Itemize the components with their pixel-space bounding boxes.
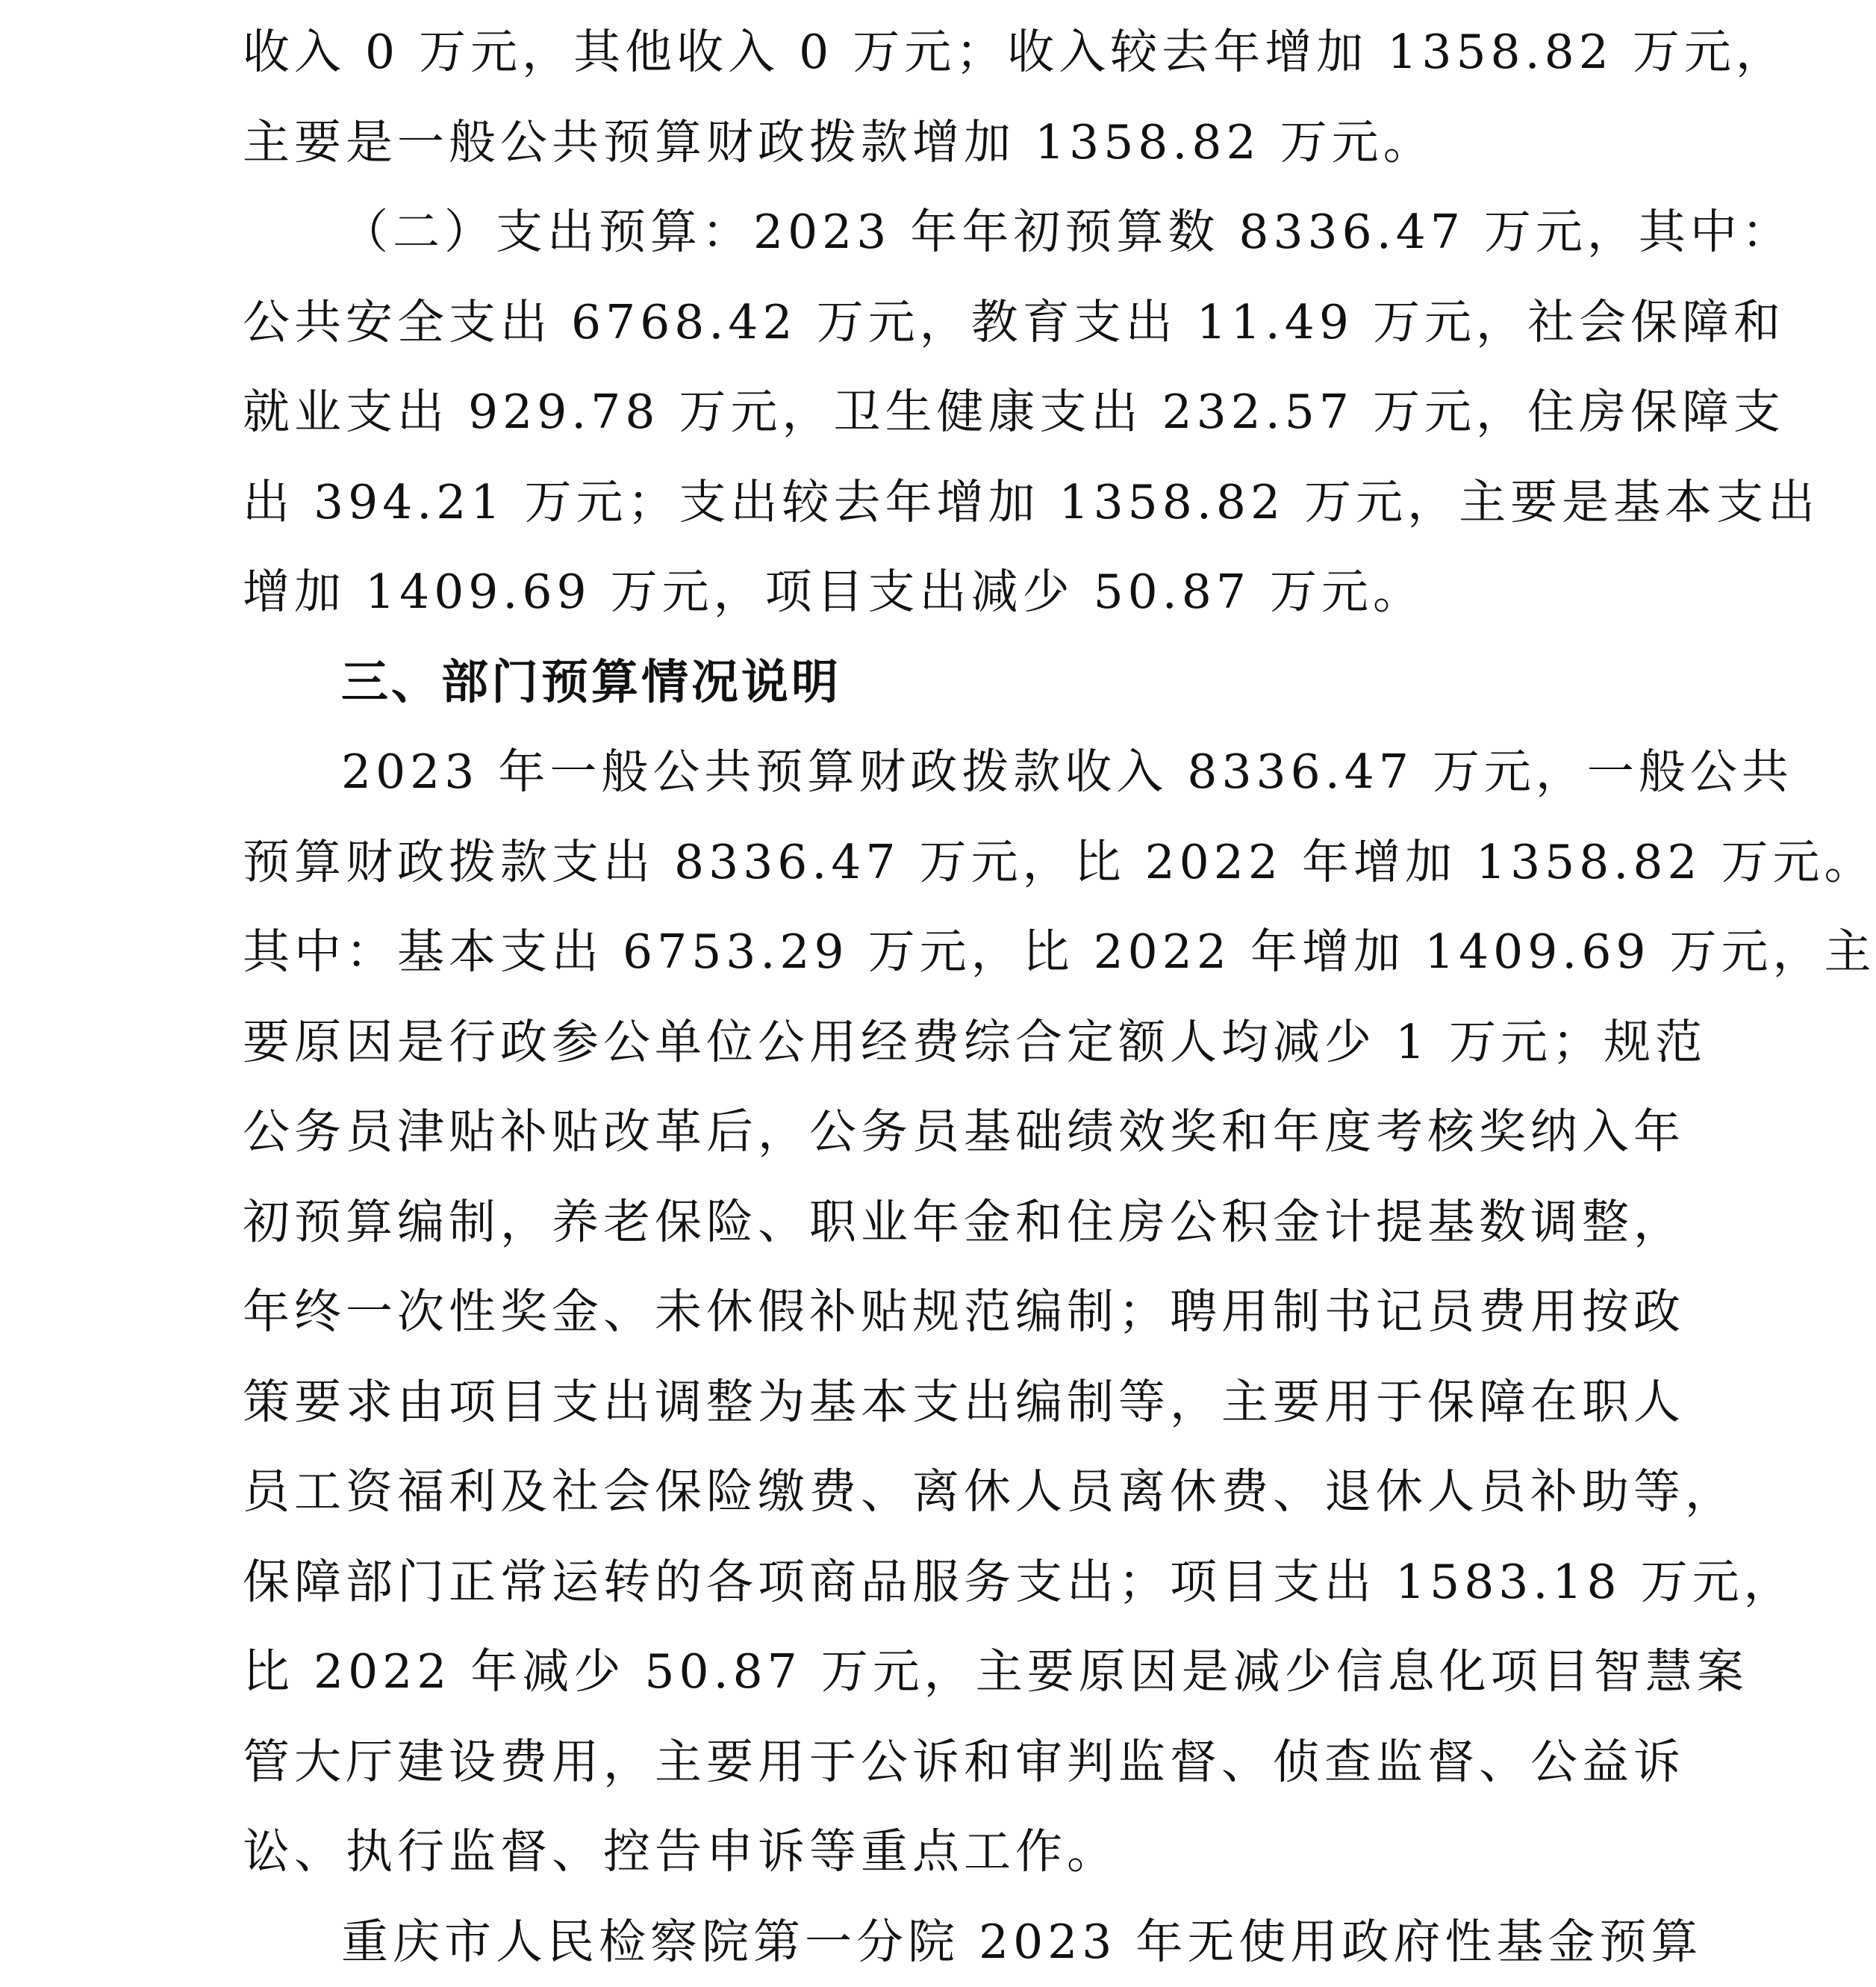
text-line: （二）支出预算：2023 年年初预算数 8336.47 万元，其中： <box>243 187 1612 278</box>
paragraph-fund-budget <box>243 1897 1612 1987</box>
text-line: 预算财政拨款支出 8336.47 万元，比 2022 年增加 1358.82 万元。 <box>243 818 1612 908</box>
text-line: 主要是一般公共预算财政拨款增加 1358.82 万元。 <box>243 98 1612 188</box>
paragraph-income-tail <box>243 7 1612 187</box>
text-line: 增加 1409.69 万元，项目支出减少 50.87 万元。 <box>243 547 1612 638</box>
text-line: 要原因是行政参公单位公用经费综合定额人均减少 1 万元；规范 <box>243 998 1612 1088</box>
text-line: 讼、执行监督、控告申诉等重点工作。 <box>243 1807 1612 1897</box>
document-page <box>243 7 1612 1987</box>
section-heading <box>243 638 1612 728</box>
text-line: 策要求由项目支出调整为基本支出编制等，主要用于保障在职人 <box>243 1358 1612 1448</box>
text-line: 比 2022 年减少 50.87 万元，主要原因是减少信息化项目智慧案 <box>243 1627 1612 1717</box>
text-line: 出 394.21 万元；支出较去年增加 1358.82 万元，主要是基本支出 <box>243 458 1612 548</box>
paragraph-section-three-body <box>243 727 1612 1897</box>
text-line: 保障部门正常运转的各项商品服务支出；项目支出 1583.18 万元， <box>243 1537 1612 1628</box>
section-three-heading: 三、部门预算情况说明 <box>243 638 1612 728</box>
text-line: 初预算编制，养老保险、职业年金和住房公积金计提基数调整， <box>243 1178 1612 1268</box>
text-line: 就业支出 929.78 万元，卫生健康支出 232.57 万元，住房保障支 <box>243 367 1612 458</box>
text-line: 其中：基本支出 6753.29 万元，比 2022 年增加 1409.69 万元，主 <box>243 907 1612 998</box>
text-line: 管大厅建设费用，主要用于公诉和审判监督、侦查监督、公益诉 <box>243 1717 1612 1808</box>
text-line: 公务员津贴补贴改革后，公务员基础绩效奖和年度考核奖纳入年 <box>243 1087 1612 1178</box>
text-line: 2023 年一般公共预算财政拨款收入 8336.47 万元，一般公共 <box>243 727 1612 818</box>
paragraph-expense-budget <box>243 187 1612 638</box>
text-line: 员工资福利及社会保险缴费、离休人员离休费、退休人员补助等， <box>243 1447 1612 1537</box>
text-line: 公共安全支出 6768.42 万元，教育支出 11.49 万元，社会保障和 <box>243 278 1612 368</box>
text-line: 重庆市人民检察院第一分院 2023 年无使用政府性基金预算 <box>243 1897 1612 1987</box>
text-line: 收入 0 万元，其他收入 0 万元；收入较去年增加 1358.82 万元， <box>243 7 1612 98</box>
text-line: 年终一次性奖金、未休假补贴规范编制；聘用制书记员费用按政 <box>243 1267 1612 1358</box>
